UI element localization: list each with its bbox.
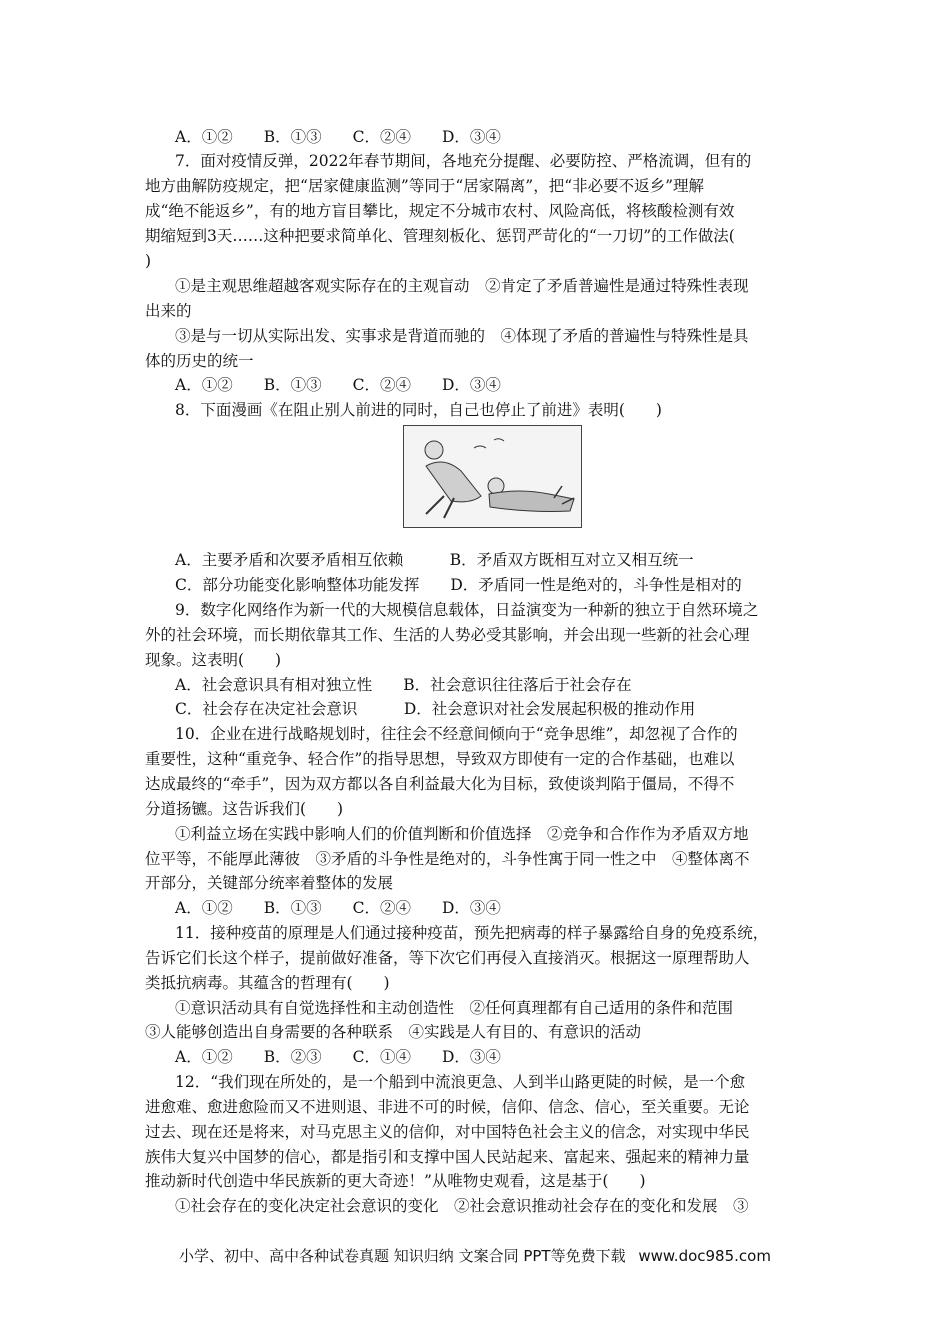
q7-stem-line: 成“绝不能返乡”，有的地方盲目攀比，规定不分城市农村、风险高低，将核酸检测有效 — [145, 202, 735, 220]
q9-stem-line: 现象。这表明( ) — [145, 651, 282, 669]
q11-stem-line: 类抵抗病毒。其蕴含的哲理有( ) — [145, 974, 390, 992]
q12-stem-line: 推动新时代创造中华民族新的更大奇迹！”从唯物史观看，这是基于( ) — [145, 1172, 646, 1190]
q7-stem-line: ) — [145, 252, 152, 270]
q12-stem-line: 进愈难、愈进愈险而又不进则退、非进不可的时候，信仰、信念、信心，至关重要。无论 — [145, 1098, 750, 1116]
footer-link[interactable]: www.doc985.com — [638, 1247, 771, 1265]
q7-stem-line: 地方曲解防疫规定，把“居家健康监测”等同于“居家隔离”，把“非必要不返乡”理解 — [145, 177, 705, 195]
q11-stem-line: 告诉它们长这个样子，提前做好准备，等下次它们再侵入直接消灭。根据这一原理帮助人 — [145, 949, 750, 967]
q7-statement-line: 出来的 — [145, 302, 192, 320]
q10-options: A．①② B．①③ C．②④ D．③④ — [175, 899, 501, 917]
q10-stem-line: 分道扬镳。这告诉我们( ) — [145, 800, 344, 818]
q11-statement-line: ③人能够创造出自身需要的各种联系 ④实践是人有目的、有意识的活动 — [145, 1023, 642, 1041]
q9-options-ab: A．社会意识具有相对独立性 B．社会意识往往落后于社会存在 — [175, 676, 632, 694]
footer — [0, 1245, 950, 1266]
q10-stem: 10．企业在进行战略规划时，往往会不经意间倾向于“竞争思维”，却忽视了合作的 — [175, 725, 738, 743]
q7-statement-line: 体的历史的统一 — [145, 352, 254, 370]
cartoon-drawing — [404, 426, 581, 527]
q12-stem-line: 过去、现在还是将来，对马克思主义的信仰，对中国特色社会主义的信念，对实现中华民 — [145, 1123, 750, 1141]
q7-stem: 7．面对疫情反弹，2022年春节期间，各地充分提醒、必要防控、严格流调，但有的 — [175, 152, 752, 170]
q9-options-cd: C．社会存在决定社会意识 D．社会意识对社会发展起积极的推动作用 — [175, 700, 696, 718]
q7-options: A．①② B．①③ C．②④ D．③④ — [175, 376, 501, 394]
q10-stem-line: 达成最终的“牵手”，因为双方都以各自利益最大化为目标，致使谈判陷于僵局，不得不 — [145, 775, 735, 793]
q11-statement: ①意识活动具有自觉选择性和主动创造性 ②任何真理都有自己适用的条件和范围 — [175, 999, 734, 1017]
q11-stem: 11．接种疫苗的原理是人们通过接种疫苗，预先把病毒的样子暴露给自身的免疫系统， — [175, 924, 769, 942]
q12-statement: ①社会存在的变化决定社会意识的变化 ②社会意识推动社会存在的变化和发展 ③ — [175, 1197, 749, 1215]
footer-text: 小学、初中、高中各种试卷真题 知识归纳 文案合同 PPT等免费下载 — [179, 1247, 626, 1265]
q12-stem-line: 族伟大复兴中国梦的信心，都是指引和支撑中国人民站起来、富起来、强起来的精神力量 — [145, 1148, 750, 1166]
q6-options: A．①② B．①③ C．②④ D．③④ — [175, 128, 501, 146]
q10-statement-line: 开部分，关键部分统率着整体的发展 — [145, 874, 394, 892]
q7-statement: ③是与一切从实际出发、实事求是背道而驰的 ④体现了矛盾的普遍性与特殊性是具 — [175, 327, 749, 345]
q8-options-ab: A．主要矛盾和次要矛盾相互依赖 B．矛盾双方既相互对立又相互统一 — [175, 551, 694, 569]
q9-stem: 9．数字化网络作为新一代的大规模信息载体，日益演变为一种新的独立于自然环境之 — [175, 601, 759, 619]
q10-statement: ①利益立场在实践中影响人们的价值判断和价值选择 ②竞争和合作作为矛盾双方地 — [175, 825, 749, 843]
q7-stem-line: 期缩短到3天……这种把要求简单化、管理刻板化、惩罚严苛化的“一刀切”的工作做法( — [145, 227, 735, 245]
q10-statement-line: 位平等，不能厚此薄彼 ③矛盾的斗争性是绝对的，斗争性寓于同一性之中 ④整体离不 — [145, 850, 750, 868]
q8-stem: 8．下面漫画《在阻止别人前进的同时，自己也停止了前进》表明( ) — [175, 401, 662, 419]
q10-stem-line: 重要性，这种“重竞争、轻合作”的指导思想，导致双方即使有一定的合作基础，也难以 — [145, 750, 735, 768]
cartoon-image — [403, 425, 582, 528]
q12-stem: 12．“我们现在所处的，是一个船到中流浪更急、人到半山路更陡的时候，是一个愈 — [175, 1073, 746, 1091]
q8-options-cd: C．部分功能变化影响整体功能发挥 D．矛盾同一性是绝对的，斗争性是相对的 — [175, 576, 742, 594]
q7-statement: ①是主观思维超越客观实际存在的主观盲动 ②肯定了矛盾普遍性是通过特殊性表现 — [175, 277, 749, 295]
q9-stem-line: 外的社会环境，而长期依靠其工作、生活的人势必受其影响，并会出现一些新的社会心理 — [145, 626, 750, 644]
q11-options: A．①② B．②③ C．①④ D．③④ — [175, 1048, 501, 1066]
